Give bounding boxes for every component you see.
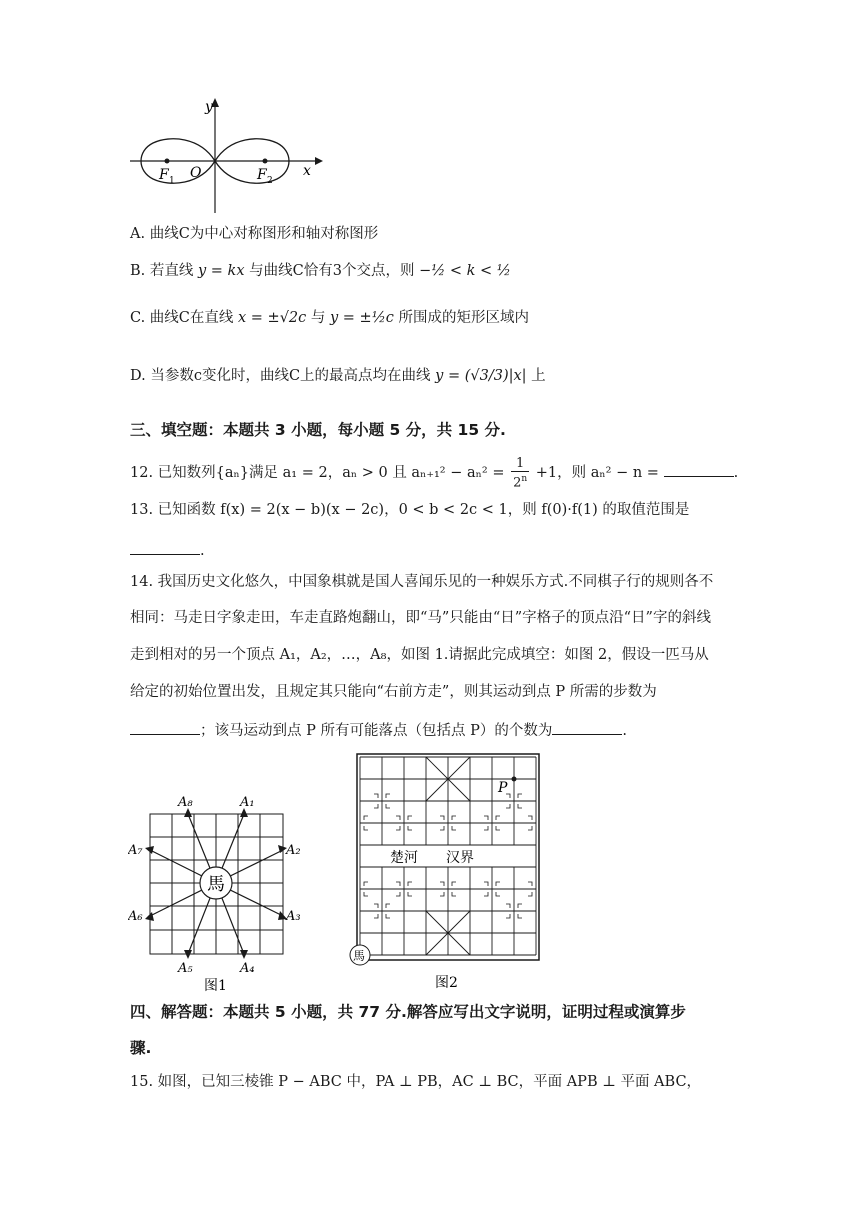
option-c-expr1: x = ±√2c [238,310,307,326]
label-a2: A₂ [286,843,301,858]
label-a3: A₃ [286,909,301,924]
f1-label: F [159,167,169,183]
section-4-title-line2: 骤. [130,1039,152,1057]
q12-fraction: $\frac{1}{2^n}$ [513,456,528,491]
q12-end: . [733,465,739,482]
q12-text2: +1，则 aₙ² − n = [535,465,659,482]
option-b-prefix: B. 若直线 [130,263,194,279]
option-b-mid: 与曲线C恰有3个交点，则 [249,263,415,279]
q14-line5b: . [622,723,627,739]
question-13 [130,500,689,520]
q14-line5a: ；该马运动到点 P 所有可能落点（包括点 P）的个数为 [200,723,553,739]
label-a8: A₈ [178,795,193,810]
origin-label: O [190,165,202,181]
label-a6: A₆ [128,909,143,924]
point-p-label: P [498,780,508,796]
option-d-prefix: D. 当参数c变化时，曲线C上的最高点均在曲线 [130,368,431,384]
horse-piece-fig1: 馬 [207,874,225,895]
river-label: 楚河 汉界 [390,850,474,866]
option-c-mid: 与 [310,310,326,326]
label-a4: A₄ [240,961,255,976]
q14-steps-blank[interactable] [130,720,200,735]
label-a1: A₁ [240,795,255,810]
question-15: 15. 如图，已知三棱锥 P − ABC 中，PA ⊥ PB，AC ⊥ BC，平面 APB ⊥ 平面 ABC， [130,1074,702,1090]
q12-text1: 12. 已知数列{aₙ}满足 a₁ = 2，aₙ > 0 且 aₙ₊₁² − aₙ² = [130,465,505,482]
option-c-suffix: 所围成的矩形区域内 [398,310,529,326]
q14-count-blank[interactable] [552,720,622,735]
option-c-expr2: y = ±½c [330,310,394,326]
q13-answer-blank[interactable] [130,540,200,555]
q13-answer-line [130,540,205,561]
label-a5: A₅ [178,961,193,976]
option-a: A. 曲线C为中心对称图形和轴对称图形 [130,226,379,242]
option-c [130,308,529,328]
figure-1-knight-moves [128,792,308,992]
q13-end: . [200,543,205,559]
option-b-expr: y = kx [197,263,245,279]
q13-text: 13. 已知函数 f(x) = 2(x − b)(x − 2c)，0 < b < 2c < 1，则 f(0)·f(1) 的取值范围是 [130,502,690,518]
q14-line3: 走到相对的另一个顶点 A₁，A₂，…，A₈，如图 1.请据此完成填空：如图 2，假设一匹马从 [130,647,709,663]
horse-piece-fig2: 馬 [353,949,366,963]
figure-2-chessboard [340,752,550,994]
option-b [130,261,511,281]
option-b-ineq: −½ < k < ½ [419,263,511,279]
q14-line2: 相同：马走日字象走田，车走直路炮翻山，即“马”只能由“日”字格子的顶点沿“日”字的斜线 [130,610,711,626]
figure-1-caption: 图1 [204,978,227,992]
option-d-expr: y = (√3/3)|x| [435,368,527,384]
q14-line4: 给定的初始位置出发，且规定其只能向“右前方走”，则其运动到点 P 所需的步数为 [130,684,657,700]
question-12 [130,456,738,490]
section-4-title-line1: 四、解答题：本题共 5 小题，共 77 分.解答应写出文字说明，证明过程或演算步 [130,1003,686,1021]
figure-2-caption: 图2 [435,975,458,991]
section-3-title: 三、填空题：本题共 3 小题，每小题 5 分，共 15 分. [130,421,506,439]
q12-answer-blank[interactable] [664,462,734,477]
option-c-prefix: C. 曲线C在直线 [130,310,234,326]
x-axis-label: x [303,163,311,179]
option-d [130,366,546,386]
q14-line5 [130,720,627,741]
y-axis-label: y [205,99,213,115]
label-a7: A₇ [128,843,143,858]
lemniscate-figure [125,95,325,215]
f1-sub: 1 [169,176,175,186]
q14-line1: 14. 我国历史文化悠久，中国象棋就是国人喜闻乐见的一种娱乐方式.不同棋子行的规则各不 [130,574,714,590]
f2-sub: 2 [267,176,273,186]
option-d-suffix: 上 [531,368,546,384]
f2-label: F [257,167,267,183]
